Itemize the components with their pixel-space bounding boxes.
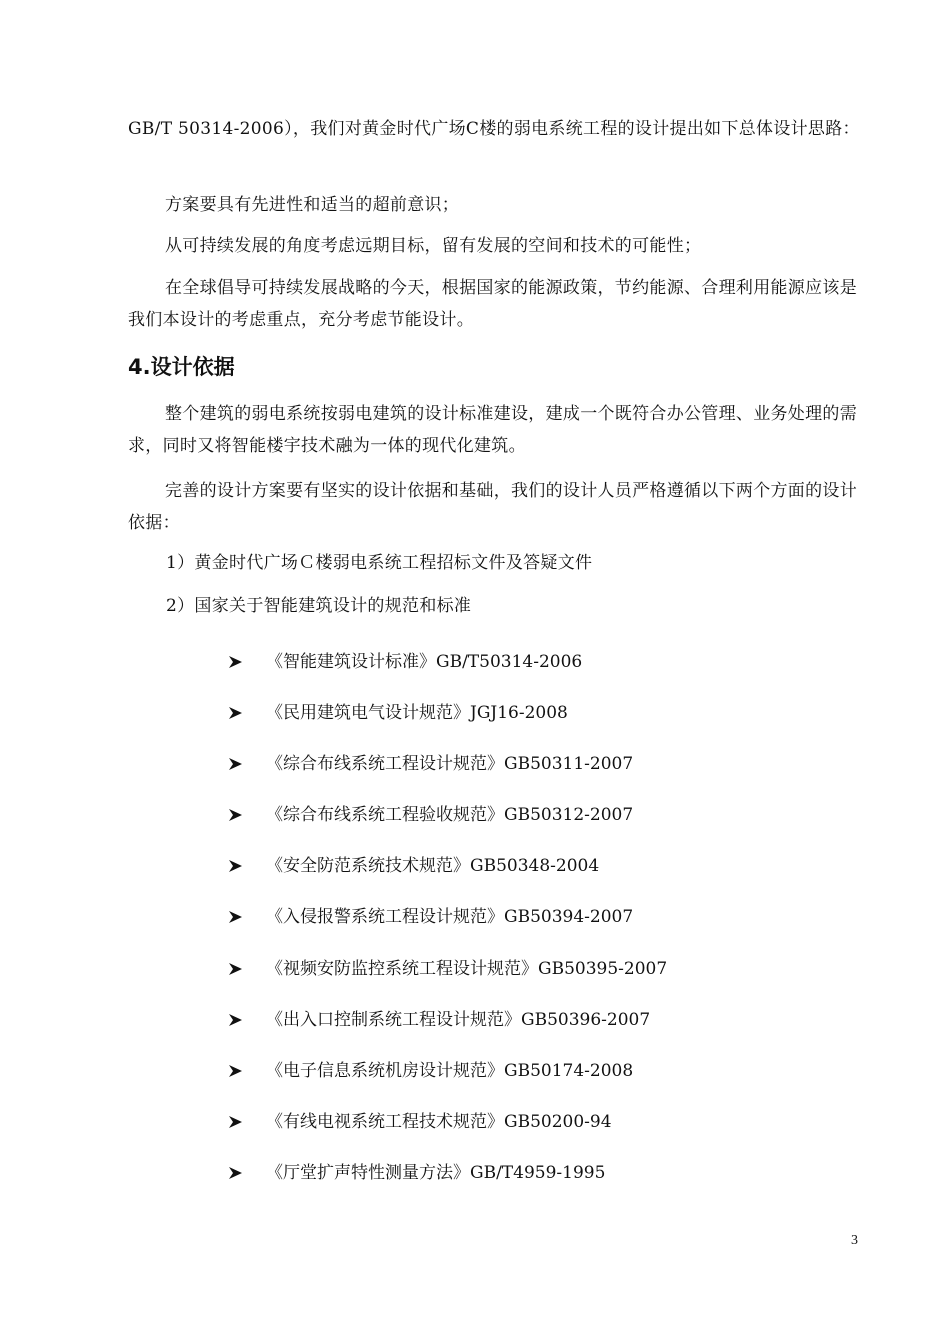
section-heading: 4.设计依据 — [128, 355, 235, 379]
standard-item — [228, 852, 667, 903]
principle-sustainable: 从可持续发展的角度考虑远期目标，留有发展的空间和技术的可能性； — [165, 236, 702, 256]
standard-item — [228, 699, 667, 750]
arrowhead-bullet-icon — [228, 750, 244, 778]
arrowhead-bullet-icon — [228, 955, 244, 983]
standard-item — [228, 1108, 667, 1159]
basis-item-2: 2）国家关于智能建筑设计的规范和标准 — [166, 596, 472, 616]
standard-title: 《电子信息系统机房设计规范》GB50174-2008 — [266, 1060, 634, 1081]
standard-title: 《出入口控制系统工程设计规范》GB50396-2007 — [266, 1009, 651, 1030]
standard-item — [228, 955, 667, 1006]
standard-item — [228, 1159, 667, 1210]
arrowhead-bullet-icon — [228, 1108, 244, 1136]
principle-energy-saving: 在全球倡导可持续发展战略的今天，根据国家的能源政策，节约能源、合理利用能源应该是我们本设计的考虑重点，充分考虑节能设计。 — [128, 278, 857, 330]
arrowhead-bullet-icon — [228, 852, 244, 880]
arrowhead-bullet-icon — [228, 699, 244, 727]
section-paragraph-1: 整个建筑的弱电系统按弱电建筑的设计标准建设，建成一个既符合办公管理、业务处理的需求，同时又将智能楼宇技术融为一体的现代化建筑。 — [128, 404, 857, 456]
principle-advanced: 方案要具有先进性和适当的超前意识； — [165, 195, 460, 215]
arrowhead-bullet-icon — [228, 648, 244, 676]
standards-list — [228, 648, 667, 1210]
standard-title: 《厅堂扩声特性测量方法》GB/T4959-1995 — [266, 1162, 606, 1183]
arrowhead-bullet-icon — [228, 801, 244, 829]
section-paragraph-2: 完善的设计方案要有坚实的设计依据和基础，我们的设计人员严格遵循以下两个方面的设计依据： — [128, 481, 857, 533]
standard-title: 《有线电视系统工程技术规范》GB50200-94 — [266, 1111, 612, 1132]
standard-item — [228, 903, 667, 954]
basis-item-1: 1）黄金时代广场Ｃ楼弱电系统工程招标文件及答疑文件 — [166, 553, 593, 573]
standard-title: 《综合布线系统工程验收规范》GB50312-2007 — [266, 805, 634, 826]
arrowhead-bullet-icon — [228, 1159, 244, 1187]
standard-item — [228, 801, 667, 852]
standard-item — [228, 750, 667, 801]
arrowhead-bullet-icon — [228, 1006, 244, 1034]
standard-title: 《视频安防监控系统工程设计规范》GB50395-2007 — [266, 958, 668, 979]
standard-item — [228, 1006, 667, 1057]
page-number: 3 — [851, 1233, 858, 1248]
arrowhead-bullet-icon — [228, 1057, 244, 1085]
standard-title: 《综合布线系统工程设计规范》GB50311-2007 — [266, 754, 634, 775]
standard-title: 《民用建筑电气设计规范》JGJ16-2008 — [266, 703, 568, 724]
standard-item — [228, 1057, 667, 1108]
arrowhead-bullet-icon — [228, 903, 244, 931]
standard-title: 《入侵报警系统工程设计规范》GB50394-2007 — [266, 907, 634, 928]
standard-item — [228, 648, 667, 699]
standard-title: 《智能建筑设计标准》GB/T50314-2006 — [266, 652, 583, 672]
standard-title: 《安全防范系统技术规范》GB50348-2004 — [266, 856, 600, 877]
intro-paragraph: GB/T 50314-2006），我们对黄金时代广场C楼的弱电系统工程的设计提出如下总体设计思路： — [128, 119, 860, 139]
